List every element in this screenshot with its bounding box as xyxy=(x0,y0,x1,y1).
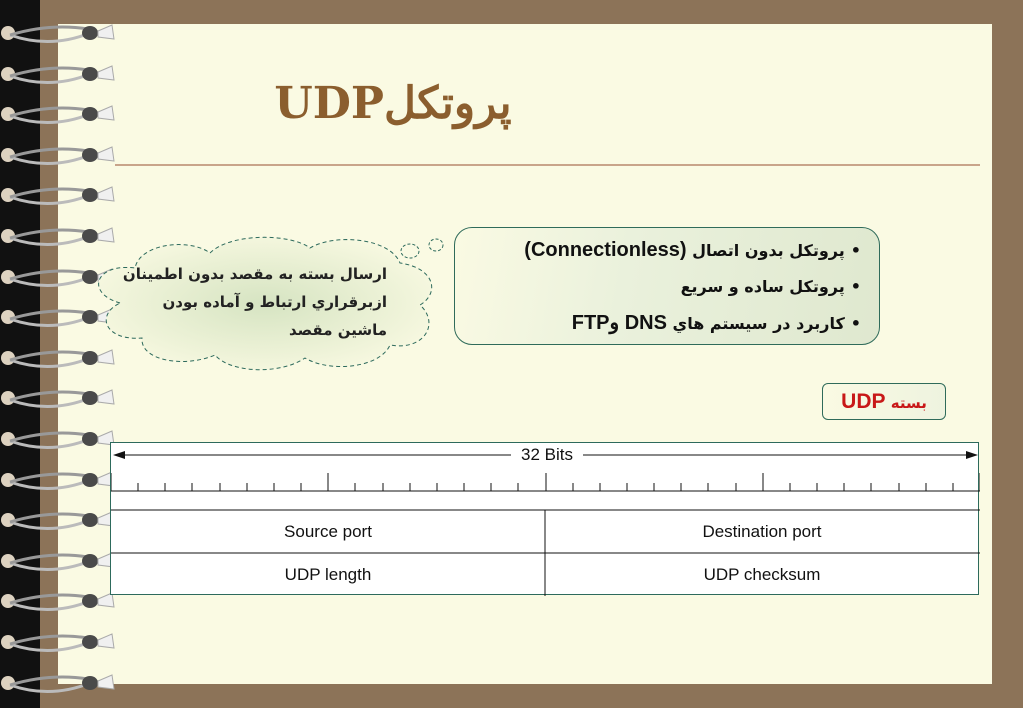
bullet-list xyxy=(454,227,880,345)
title-divider xyxy=(115,164,980,166)
binding-ring xyxy=(0,547,115,577)
bullet-text-latin: (Connectionless) xyxy=(524,239,687,261)
binding-ring xyxy=(0,587,115,617)
bullet-text-latin: DNS وFTP xyxy=(571,312,667,334)
field-destination-port: Destination port xyxy=(702,522,822,541)
bullet-item xyxy=(465,312,861,335)
cloud-note-text: ارسال بسته به مقصد بدون اطمينان ازبرقراري ارتباط و آماده بودن ماشين مقصد xyxy=(122,265,387,339)
binding-ring xyxy=(0,506,115,536)
header-width-label: 32 Bits xyxy=(511,445,583,465)
field-udp-length: UDP length xyxy=(284,565,372,584)
packet-label xyxy=(822,383,946,420)
slide-title: پروتکلUDP xyxy=(274,78,512,129)
binding-ring xyxy=(0,384,115,414)
binding-ring xyxy=(0,425,115,455)
packet-label-prefix: بسته xyxy=(885,394,927,412)
binding-ring xyxy=(0,19,115,49)
bullet-dot: • xyxy=(850,241,861,260)
binding-ring xyxy=(0,669,115,699)
packet-label-protocol: UDP xyxy=(841,390,886,413)
binding-ring xyxy=(0,181,115,211)
field-source-port: Source port xyxy=(284,522,372,541)
binding-ring xyxy=(0,466,115,496)
bullet-item xyxy=(465,276,861,298)
binding-ring xyxy=(0,141,115,171)
bullet-text: پروتکل ساده و سريع xyxy=(680,277,845,296)
field-udp-checksum: UDP checksum xyxy=(703,565,821,584)
bullet-text: کاربرد در سيستم هاي xyxy=(666,314,845,333)
bullet-text: پروتکل بدون اتصال xyxy=(686,241,845,260)
bullet-dot: • xyxy=(850,314,861,333)
binding-ring xyxy=(0,628,115,658)
bullet-item xyxy=(465,239,861,262)
udp-header-diagram xyxy=(110,442,979,595)
bullet-dot: • xyxy=(850,277,861,296)
